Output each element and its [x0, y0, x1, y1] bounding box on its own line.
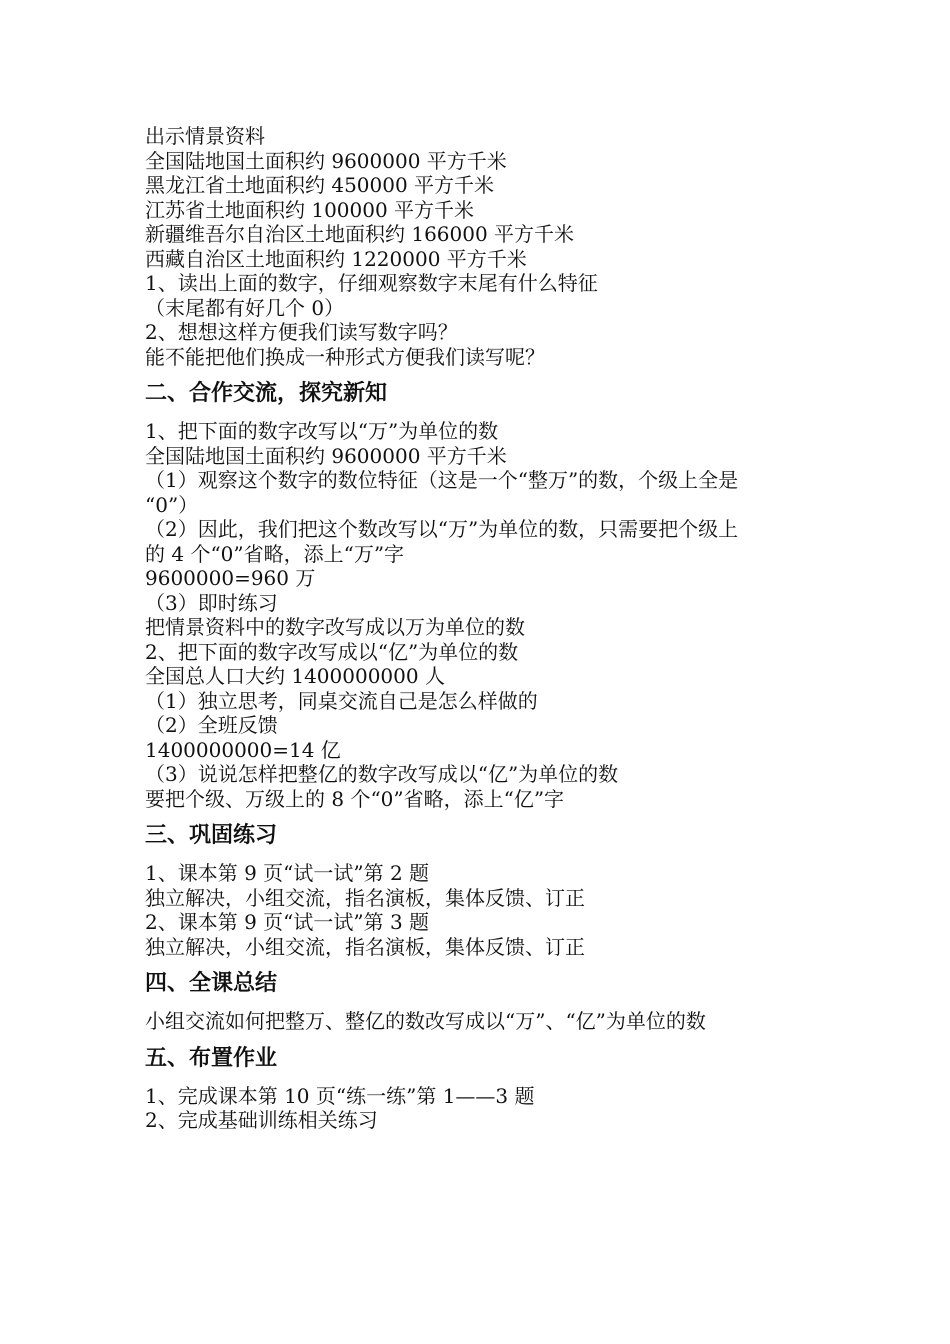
text-line: 1、课本第 9 页“试一试”第 2 题 — [145, 861, 430, 885]
text-line: 新疆维吾尔自治区土地面积约 166000 平方千米 — [145, 222, 575, 246]
text-line: 1、完成课本第 10 页“练一练”第 1——3 题 — [145, 1083, 535, 1108]
text-line: 2、完成基础训练相关练习 — [145, 1108, 378, 1132]
text-line: （3）即时练习 — [145, 590, 278, 615]
text-line: （1）独立思考，同桌交流自己是怎么样做的 — [145, 688, 538, 713]
text-line: （1）观察这个数字的数位特征（这是一个“整万”的数，个级上全是 — [145, 468, 739, 492]
text-line: 独立解决，小组交流，指名演板，集体反馈、订正 — [145, 885, 585, 910]
section-cooperation — [145, 381, 825, 811]
text-line: （2）因此，我们把这个数改写以“万”为单位的数，只需要把个级上 — [145, 517, 739, 541]
text-line: 全国总人口大约 1400000000 人 — [145, 664, 445, 688]
text-line: 2、把下面的数字改写成以“亿”为单位的数 — [145, 639, 519, 664]
text-line: 出示情景资料 — [145, 124, 265, 148]
text-line: 黑龙江省土地面积约 450000 平方千米 — [145, 173, 495, 197]
text-line: 把情景资料中的数字改写成以万为单位的数 — [145, 615, 525, 639]
text-line: 小组交流如何把整万、整亿的数改写成以“万”、“亿”为单位的数 — [145, 1009, 706, 1033]
text-line: 能不能把他们换成一种形式方便我们读写呢？ — [145, 344, 545, 369]
section-practice — [145, 823, 825, 959]
text-line: 1、把下面的数字改写以“万”为单位的数 — [145, 419, 499, 443]
text-line: 1400000000=14 亿 — [145, 737, 341, 762]
document-page — [145, 124, 825, 1133]
section-heading: 五、布置作业 — [145, 1045, 278, 1071]
intro-section — [145, 124, 825, 369]
section-heading: 四、全课总结 — [145, 971, 278, 996]
text-line: “0”） — [145, 492, 199, 517]
text-line: 1、读出上面的数字，仔细观察数字末尾有什么特征 — [145, 271, 598, 295]
text-line: 西藏自治区土地面积约 1220000 平方千米 — [145, 246, 527, 271]
text-line: 要把个级、万级上的 8 个“0”省略，添上“亿”字 — [145, 786, 565, 811]
text-line: 全国陆地国土面积约 9600000 平方千米 — [145, 148, 507, 173]
text-line: （2）全班反馈 — [145, 713, 278, 737]
section-heading: 三、巩固练习 — [145, 823, 278, 848]
text-line: 江苏省土地面积约 100000 平方千米 — [145, 197, 475, 222]
section-homework — [145, 1046, 825, 1133]
text-line: 2、课本第 9 页“试一试”第 3 题 — [145, 910, 430, 934]
text-line: 全国陆地国土面积约 9600000 平方千米 — [145, 443, 507, 468]
text-line: （末尾都有好几个 0） — [145, 295, 345, 320]
text-line: 2、想想这样方便我们读写数字吗？ — [145, 320, 458, 344]
text-line: （3）说说怎样把整亿的数字改写成以“亿”为单位的数 — [145, 762, 619, 786]
text-line: 9600000=960 万 — [145, 566, 316, 590]
section-heading: 二、合作交流，探究新知 — [145, 381, 388, 406]
text-line: 的 4 个“0”省略，添上“万”字 — [145, 541, 405, 566]
text-line: 独立解决，小组交流，指名演板，集体反馈、订正 — [145, 934, 585, 959]
section-summary — [145, 971, 825, 1034]
